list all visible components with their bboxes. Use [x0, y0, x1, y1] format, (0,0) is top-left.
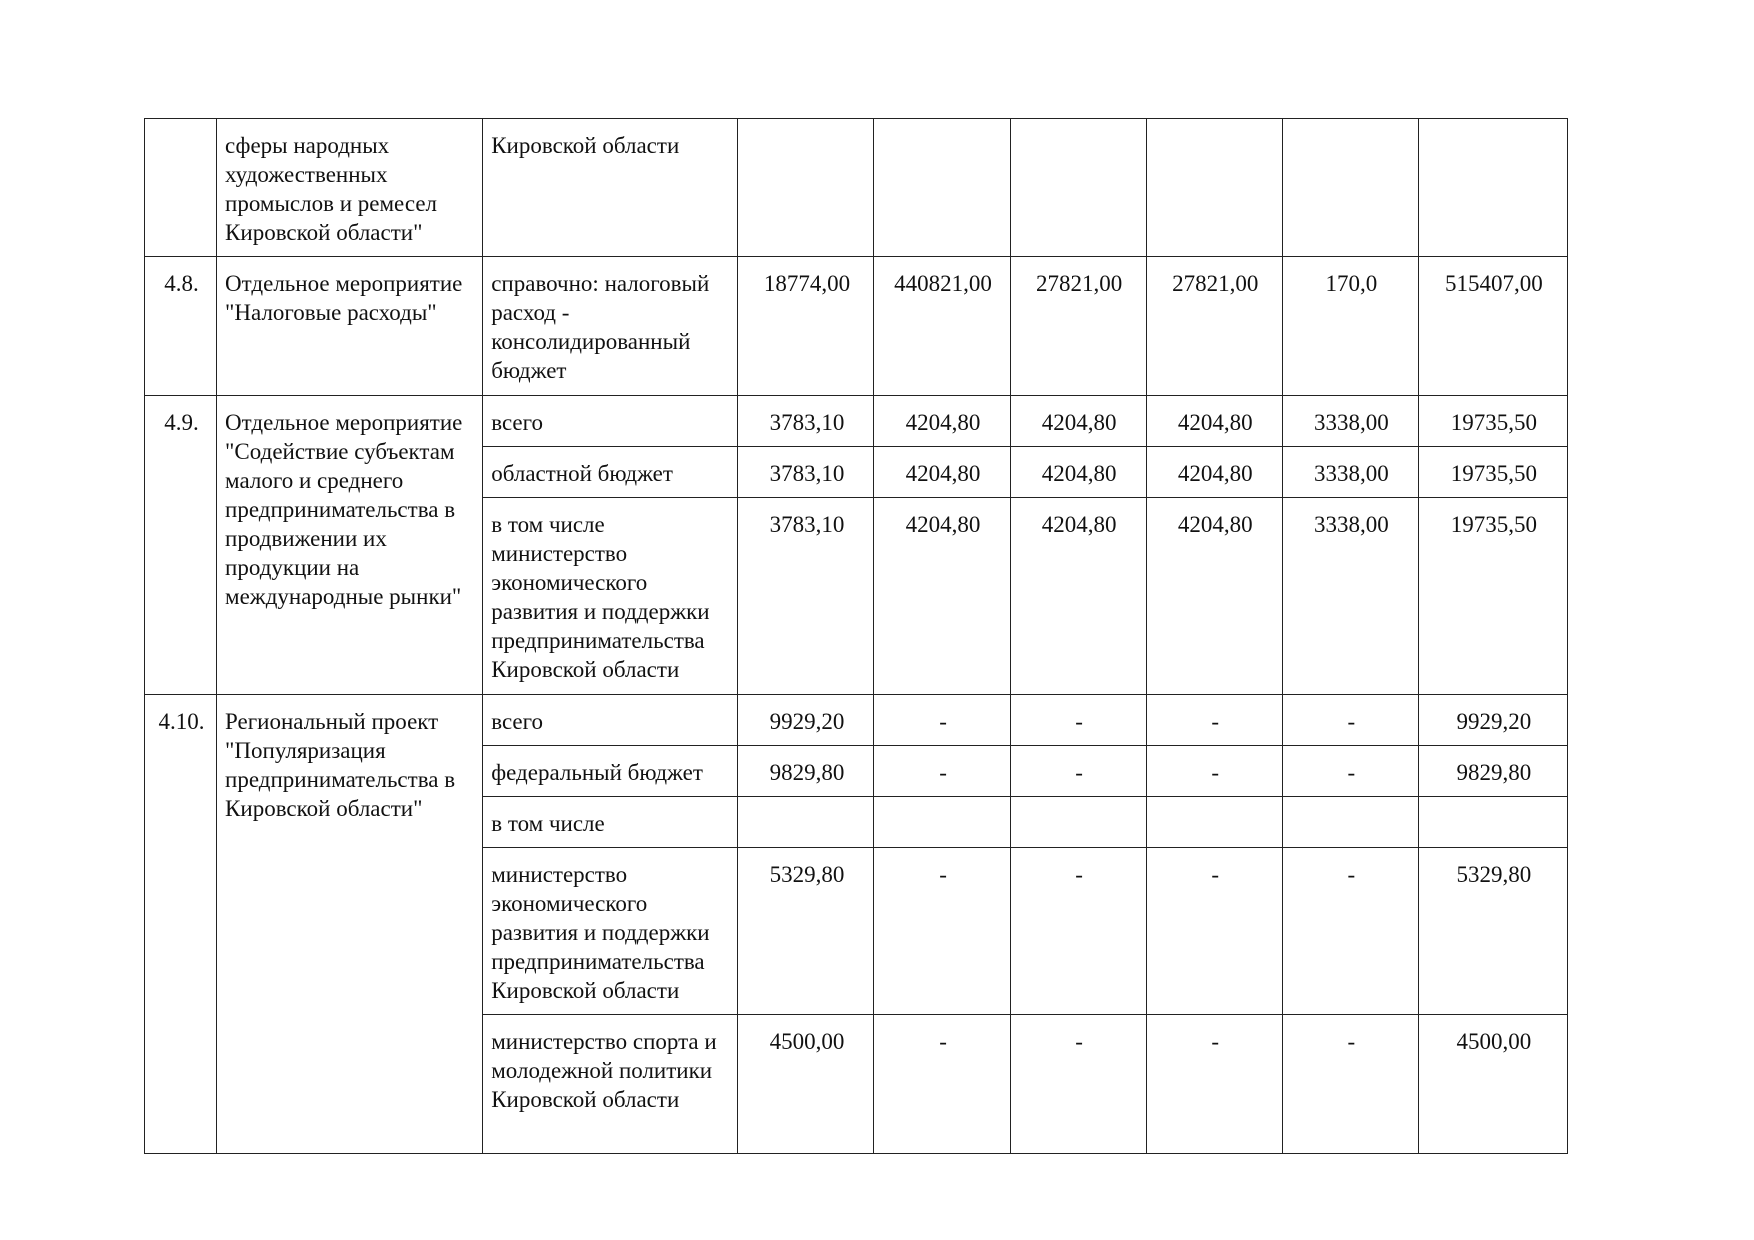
- activity-name: сферы народных художественных промыслов и ремесел Кировской области": [217, 119, 483, 257]
- value-cell: 9929,20: [738, 695, 874, 746]
- table-row-4-9-total: [145, 396, 1568, 447]
- value-cell: [1418, 119, 1567, 257]
- value-cell: [1146, 119, 1282, 257]
- value-cell: 4204,80: [1010, 447, 1146, 498]
- value-cell: -: [1146, 848, 1282, 1015]
- value-cell: 4204,80: [874, 498, 1010, 695]
- table-row-continued: [145, 119, 1568, 257]
- value-cell: 4204,80: [1146, 447, 1282, 498]
- row-index: 4.8.: [145, 257, 217, 396]
- budget-table: [144, 118, 1568, 1154]
- funding-source: Кировской области: [483, 119, 738, 257]
- value-cell: 3338,00: [1282, 447, 1418, 498]
- value-cell: [1282, 797, 1418, 848]
- funding-source: министерство спорта и молодежной политики Кировской области: [483, 1015, 738, 1154]
- value-cell: -: [1146, 695, 1282, 746]
- value-cell: 9829,80: [1418, 746, 1567, 797]
- value-cell: 515407,00: [1418, 257, 1567, 396]
- value-cell: -: [1146, 1015, 1282, 1154]
- funding-source: справочно: налоговый расход - консолидированный бюджет: [483, 257, 738, 396]
- value-cell: -: [1282, 848, 1418, 1015]
- value-cell: -: [1282, 695, 1418, 746]
- funding-source: в том числе: [483, 797, 738, 848]
- value-cell: -: [1010, 1015, 1146, 1154]
- value-cell: -: [1282, 746, 1418, 797]
- value-cell: 18774,00: [738, 257, 874, 396]
- activity-name: Региональный проект "Популяризация предпринимательства в Кировской области": [217, 695, 483, 1154]
- value-cell: 19735,50: [1418, 498, 1567, 695]
- funding-source: областной бюджет: [483, 447, 738, 498]
- value-cell: [1010, 797, 1146, 848]
- value-cell: 3783,10: [738, 396, 874, 447]
- value-cell: [1146, 797, 1282, 848]
- value-cell: [1010, 119, 1146, 257]
- value-cell: 27821,00: [1010, 257, 1146, 396]
- value-cell: 5329,80: [1418, 848, 1567, 1015]
- value-cell: 3338,00: [1282, 498, 1418, 695]
- value-cell: [1418, 797, 1567, 848]
- funding-source: федеральный бюджет: [483, 746, 738, 797]
- value-cell: 3338,00: [1282, 396, 1418, 447]
- funding-source: всего: [483, 695, 738, 746]
- value-cell: -: [1010, 746, 1146, 797]
- value-cell: 4204,80: [1146, 396, 1282, 447]
- value-cell: 4500,00: [738, 1015, 874, 1154]
- row-index: 4.10.: [145, 695, 217, 1154]
- value-cell: 5329,80: [738, 848, 874, 1015]
- activity-name: Отдельное мероприятие "Содействие субъектам малого и среднего предпринимательства в продвижении их продукции на международные рынки": [217, 396, 483, 695]
- value-cell: [738, 119, 874, 257]
- value-cell: 4500,00: [1418, 1015, 1567, 1154]
- value-cell: -: [1146, 746, 1282, 797]
- value-cell: 4204,80: [1010, 498, 1146, 695]
- value-cell: -: [874, 746, 1010, 797]
- activity-name: Отдельное мероприятие "Налоговые расходы": [217, 257, 483, 396]
- row-index: 4.9.: [145, 396, 217, 695]
- table-row-4-10-total: [145, 695, 1568, 746]
- value-cell: -: [874, 695, 1010, 746]
- value-cell: -: [1010, 848, 1146, 1015]
- funding-source: министерство экономического развития и поддержки предпринимательства Кировской области: [483, 848, 738, 1015]
- funding-source: всего: [483, 396, 738, 447]
- value-cell: [874, 119, 1010, 257]
- value-cell: 4204,80: [1010, 396, 1146, 447]
- value-cell: -: [874, 848, 1010, 1015]
- value-cell: -: [1282, 1015, 1418, 1154]
- value-cell: 9829,80: [738, 746, 874, 797]
- value-cell: 4204,80: [874, 396, 1010, 447]
- value-cell: -: [874, 1015, 1010, 1154]
- value-cell: [1282, 119, 1418, 257]
- table-row-4-8: [145, 257, 1568, 396]
- value-cell: 3783,10: [738, 447, 874, 498]
- value-cell: [874, 797, 1010, 848]
- row-index: [145, 119, 217, 257]
- value-cell: 19735,50: [1418, 396, 1567, 447]
- value-cell: -: [1010, 695, 1146, 746]
- value-cell: 4204,80: [1146, 498, 1282, 695]
- value-cell: 9929,20: [1418, 695, 1567, 746]
- value-cell: 440821,00: [874, 257, 1010, 396]
- funding-source: в том числе министерство экономического развития и поддержки предпринимательства Кировской области: [483, 498, 738, 695]
- value-cell: 3783,10: [738, 498, 874, 695]
- value-cell: [738, 797, 874, 848]
- value-cell: 4204,80: [874, 447, 1010, 498]
- value-cell: 19735,50: [1418, 447, 1567, 498]
- value-cell: 170,0: [1282, 257, 1418, 396]
- value-cell: 27821,00: [1146, 257, 1282, 396]
